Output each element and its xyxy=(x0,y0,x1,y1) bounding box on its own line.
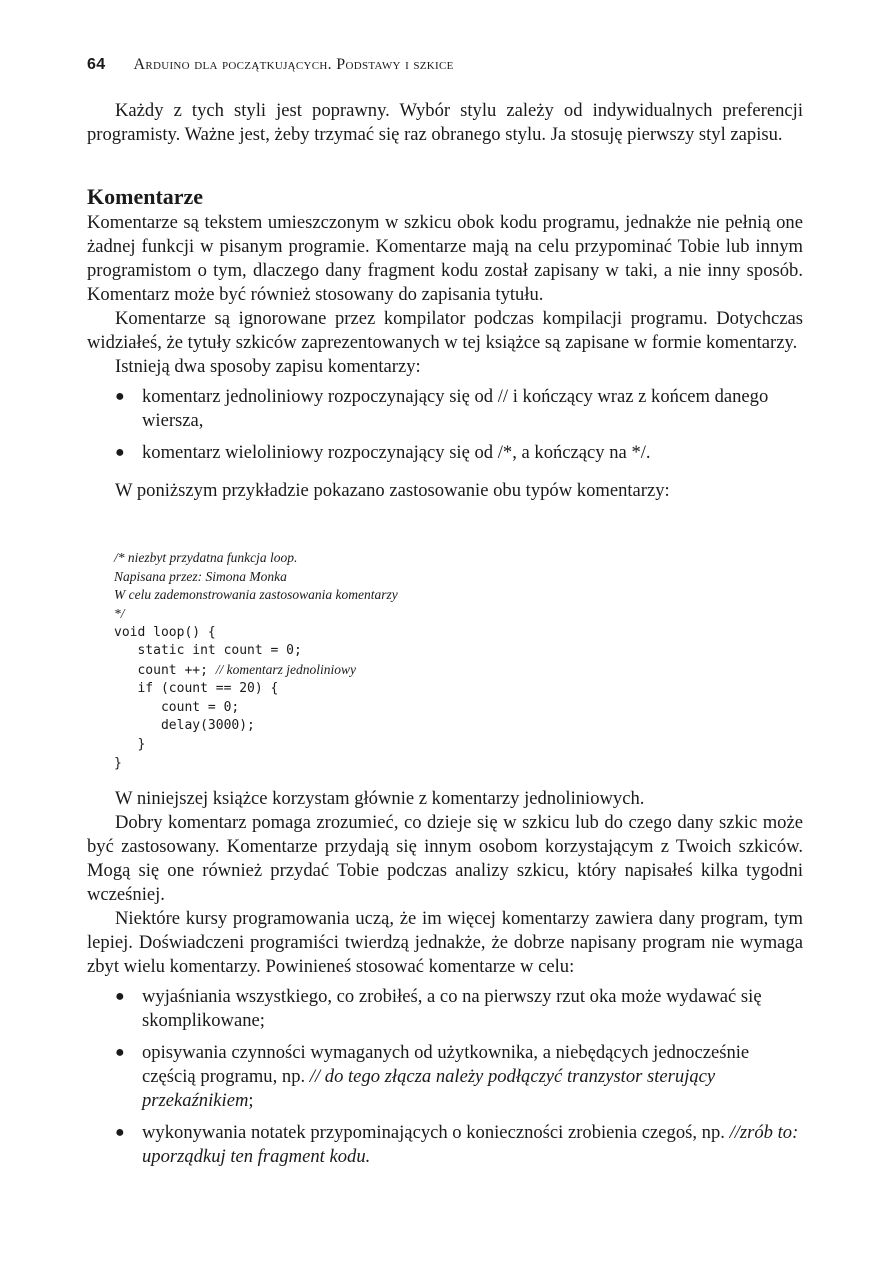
code-listing xyxy=(114,549,398,773)
comment-types-list xyxy=(87,385,803,465)
bullet-icon: ● xyxy=(115,388,125,405)
list-item: ● wykonywania notatek przypominających o konieczności zrobienia czegoś, np. //zrób to: uporządkuj ten fragment kodu. xyxy=(115,1122,799,1167)
code-comment-line: */ xyxy=(114,606,125,622)
list-item: ● opisywania czynności wymaganych od użytkownika, a niebędących jednocześnie częścią programu, np. // do tego złącza należy podłączyć tranzystor sterujący przekaźnikiem; xyxy=(115,1042,750,1111)
running-header xyxy=(87,56,454,74)
paragraph-3: Istnieją dwa sposoby zapisu komentarzy: xyxy=(115,356,421,377)
code-line: if (count == 20) { xyxy=(114,680,279,696)
list-item: ● komentarz wieloliniowy rozpoczynający się od /*, a kończący na */. xyxy=(115,442,651,463)
code-line: } xyxy=(114,755,122,771)
code-line: static int count = 0; xyxy=(114,643,302,659)
paragraph-5: W niniejszej książce korzystam głównie z komentarzy jednoliniowych. xyxy=(115,788,645,809)
code-line: count ++; // komentarz jednoliniowy xyxy=(114,662,356,679)
paragraph-4: W poniższym przykładzie pokazano zastosowanie obu typów komentarzy: xyxy=(115,480,670,501)
bullet-icon: ● xyxy=(115,1124,125,1141)
section-heading: Komentarze xyxy=(87,184,204,209)
bullet-icon: ● xyxy=(115,444,125,461)
after-code-body xyxy=(87,787,803,1169)
code-line: void loop() { xyxy=(114,624,216,640)
running-title: Arduino dla początkujących. Podstawy i szkice xyxy=(133,56,454,73)
inline-comment: // komentarz jednoliniowy xyxy=(215,662,356,678)
code-comment-line: /* niezbyt przydatna funkcja loop. xyxy=(114,550,298,565)
code-comment-line: Napisana przez: Simona Monka xyxy=(114,568,287,584)
bullet-icon: ● xyxy=(115,988,125,1005)
list-item: ● komentarz jednoliniowy rozpoczynający się od // i kończący wraz z końcem danego wiersza, xyxy=(115,386,769,431)
list-item: ● wyjaśniania wszystkiego, co zrobiłeś, a co na pierwszy rzut oka może wydawać się skomplikowane; xyxy=(115,986,762,1031)
code-comment-line: W celu zademonstrowania zastosowania komentarzy xyxy=(114,587,398,603)
code-line: } xyxy=(114,736,146,752)
code-line: count = 0; xyxy=(114,699,240,715)
bullet-icon: ● xyxy=(115,1044,125,1061)
intro-paragraph: Każdy z tych styli jest poprawny. Wybór stylu zależy od indywidualnych preferencji programisty. Ważne jest, żeby trzymać się raz obranego stylu. Ja stosuję pierwszy styl zapisu. xyxy=(87,100,803,145)
comment-purpose-list xyxy=(87,985,803,1169)
paragraph-7: Niektóre kursy programowania uczą, że im więcej komentarzy zawiera dany program, tym lepiej. Doświadczeni programiści twierdzą jednakże, że dobrze napisany program nie wymaga zbyt wielu komentarzy. Powinieneś stosować komentarze w celu: xyxy=(87,908,803,977)
section-body xyxy=(87,211,803,503)
code-line: delay(3000); xyxy=(114,718,255,734)
paragraph-1: Komentarze są tekstem umieszczonym w szkicu obok kodu programu, jednakże nie pełnią one żadnej funkcji w pisanym programie. Komentarze mają na celu przypominać Tobie lub innym programistom o tym, dlaczego dany fragment kodu został zapisany w taki, a nie inny sposób. Komentarz może być również stosowany do zapisania tytułu. xyxy=(87,212,803,305)
intro-block xyxy=(87,99,803,147)
paragraph-2: Komentarze są ignorowane przez kompilator podczas kompilacji programu. Dotychczas widziałeś, że tytuły szkiców zaprezentowanych w tej książce są zapisane w formie komentarzy. xyxy=(87,308,803,353)
page-number: 64 xyxy=(87,56,106,73)
paragraph-6: Dobry komentarz pomaga zrozumieć, co dzieje się w szkicu lub do czego dany szkic może być zastosowany. Komentarze przydają się innym osobom korzystającym z Twoich szkiców. Mogą się one również przydać Tobie podczas analizy szkicu, który napisałeś kilka tygodni wcześniej. xyxy=(87,812,803,905)
